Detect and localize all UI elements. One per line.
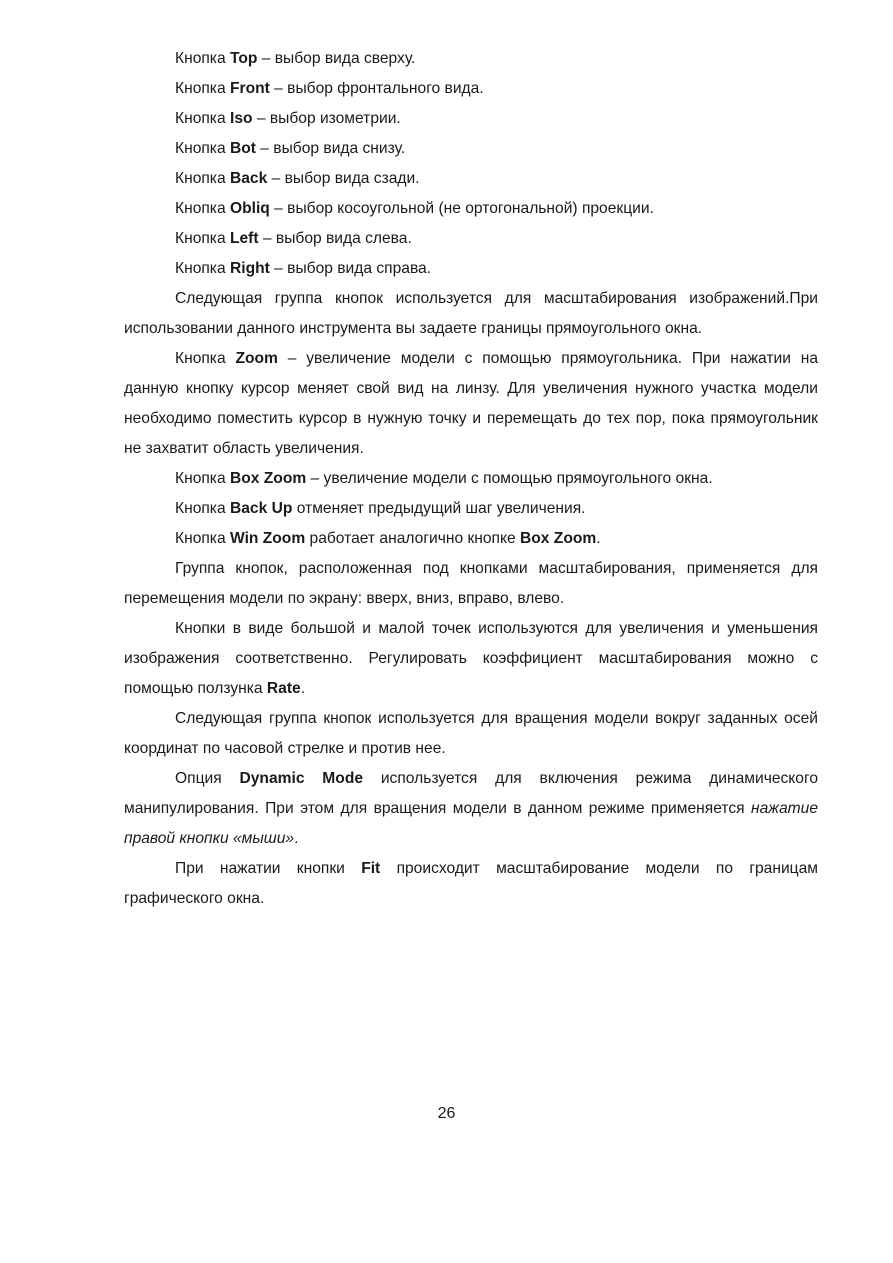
button-desc-left [124,224,818,254]
desc-prefix: Кнопка [175,230,230,247]
desc-prefix: Кнопка [175,260,230,277]
desc-text: происходит масштабирование модели по границам графического окна. [124,860,819,907]
desc-end: . [294,830,299,847]
paragraph-move: Группа кнопок, расположенная под кнопками масштабирования, применяется для перемещения модели по экрану: вверх, вниз, вправо, влево. [124,560,818,607]
desc-text: – выбор фронтального вида. [269,80,484,97]
desc-text: – выбор вида сверху. [257,50,416,67]
body-text [124,44,818,914]
desc-text: – выбор вида снизу. [255,140,406,157]
desc-text: работает аналогично кнопке [305,530,521,547]
desc-end: . [300,680,306,697]
desc-prefix: Кнопка [175,530,230,547]
button-name: Zoom [235,350,278,367]
button-desc-back-up [124,494,818,524]
paragraph-rotate: Следующая группа кнопок используется для вращения модели вокруг заданных осей координат по часовой стрелке и против нее. [124,710,818,757]
button-name: Back Up [229,500,293,517]
button-name-ref: Box Zoom [520,530,597,547]
desc-prefix: Кнопка [175,500,230,517]
button-desc-box-zoom [124,464,818,494]
paragraph-zoom [124,344,818,464]
desc-prefix: Кнопка [175,200,230,217]
button-name: Top [229,50,258,67]
desc-prefix: При нажатии кнопки [175,860,362,877]
button-name: Iso [229,110,253,127]
desc-prefix: Кнопка [175,140,230,157]
button-desc-back [124,164,818,194]
desc-prefix: Опция [175,770,240,787]
desc-text: – увеличение модели с помощью прямоугольника. При нажатии на данную кнопку курсор меняет свой вид на линзу. Для увеличения нужного участка модели необходимо поместить курсор в нужную точку и перемещать до тех пор, пока прямоугольник не захватит область увеличения. [124,350,819,457]
button-desc-iso [124,104,818,134]
button-name: Box Zoom [229,470,307,487]
button-desc-bot [124,134,818,164]
desc-text: Кнопки в виде большой и малой точек используются для увеличения и уменьшения изображения соответственно. Регулировать коэффициент масштабирования можно с помощью ползунка [124,620,818,697]
button-desc-right [124,254,818,284]
button-desc-top [124,44,818,74]
desc-text: – выбор косоугольной (не ортогональной) проекции. [269,200,654,217]
desc-prefix: Кнопка [175,470,230,487]
desc-text: – выбор вида слева. [258,230,412,247]
desc-text: отменяет предыдущий шаг увеличения. [292,500,586,517]
desc-text: – выбор изометрии. [252,110,401,127]
paragraph-dynamic-mode [124,764,818,854]
option-name: Dynamic Mode [239,770,364,787]
paragraph-zoom-group: Следующая группа кнопок используется для масштабирования изображений.При использовании данного инструмента вы задаете границы прямоугольного окна. [124,290,818,337]
desc-text: – увеличение модели с помощью прямоугольного окна. [306,470,713,487]
button-name: Left [229,230,259,247]
button-desc-obliq [124,194,818,224]
desc-prefix: Кнопка [175,110,230,127]
page-number: 26 [437,1105,456,1122]
button-name: Obliq [229,200,270,217]
desc-end: . [596,530,601,547]
desc-prefix: Кнопка [175,350,236,367]
italic-text: нажатие правой кнопки «мыши» [124,800,818,847]
desc-text: – выбор вида сзади. [267,170,420,187]
button-name: Fit [361,860,381,877]
button-name: Win Zoom [229,530,306,547]
button-name: Bot [229,140,256,157]
paragraph-points [124,614,818,704]
button-desc-win-zoom [124,524,818,554]
button-name: Right [229,260,270,277]
desc-text: используется для включения режима динамического манипулирования. При этом для вращения модели в данном режиме применяется [124,770,818,817]
desc-text: – выбор вида справа. [269,260,432,277]
button-name: Back [229,170,268,187]
button-desc-front [124,74,818,104]
desc-prefix: Кнопка [175,170,230,187]
desc-prefix: Кнопка [175,50,230,67]
paragraph-fit [124,854,818,914]
button-name: Front [229,80,270,97]
desc-prefix: Кнопка [175,80,230,97]
slider-name: Rate [266,680,301,697]
